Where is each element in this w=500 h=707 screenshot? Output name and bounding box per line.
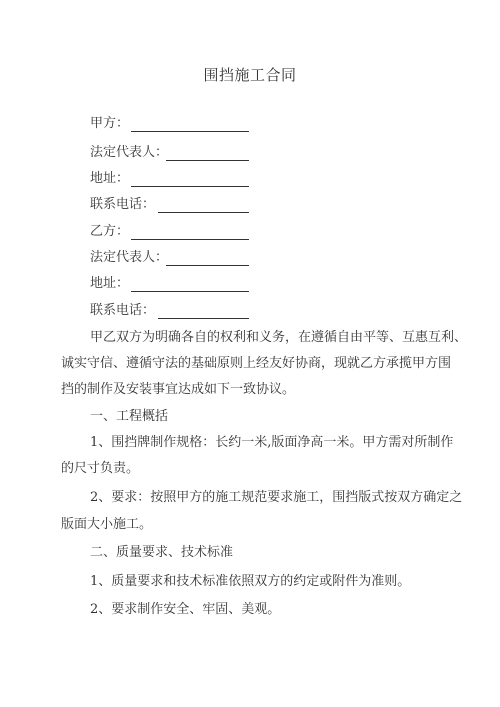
intro-line: 诚实守信、遵循守法的基础原则上经友好协商，现就乙方承揽甲方围 [61,356,452,371]
party-b-address-label: 地址： [90,276,130,291]
party-b-address-field [90,276,129,292]
party-b-phone-blank-line[interactable] [158,318,249,319]
party-b-label: 乙方： [90,224,130,239]
section-heading: 一、工程概括 [90,409,169,424]
party-b-phone-label: 联系电话： [90,303,156,318]
party-a-address-field [90,171,129,187]
party-a-blank-line[interactable] [131,131,249,132]
party-b-blank-line[interactable] [131,239,249,240]
clause-line: 2、要求：按照甲方的施工规范要求施工，围挡版式按双方确定之 [90,490,463,505]
party-b-address-blank-line[interactable] [131,291,249,292]
party-a-representative-label: 法定代表人： [90,145,169,160]
party-a-phone-field [90,197,155,213]
party-a-phone-label: 联系电话： [90,197,156,212]
clause-line: 1、质量要求和技术标准依照双方的约定或附件为准则。 [90,574,411,589]
party-a-phone-blank-line[interactable] [158,212,249,213]
party-a-address-blank-line[interactable] [131,186,249,187]
intro-line: 甲乙双方为明确各自的权利和义务，在遵循自由平等、互惠互利、 [90,330,468,345]
party-a-representative-blank-line[interactable] [166,160,249,161]
party-b-representative-label: 法定代表人： [90,250,169,265]
clause-line: 2、要求制作安全、牢固、美观。 [90,602,281,617]
party-b-representative-field [90,250,168,266]
clause-line: 版面大小施工。 [61,517,153,532]
section-heading: 二、质量要求、技术标准 [90,545,234,560]
party-b-representative-blank-line[interactable] [166,265,249,266]
clause-line: 的尺寸负责。 [61,461,140,476]
party-b-field [90,224,129,240]
intro-line: 挡的制作及安装事宜达成如下一致协议。 [61,382,296,397]
party-a-field [90,116,129,132]
document-title: 围挡施工合同 [203,66,297,84]
party-a-label: 甲方： [90,116,130,131]
party-a-representative-field [90,145,168,161]
party-b-phone-field [90,303,155,319]
clause-line: 1、围挡牌制作规格：长约一米,版面净高一米。甲方需对所制作 [90,435,454,450]
party-a-address-label: 地址： [90,171,130,186]
